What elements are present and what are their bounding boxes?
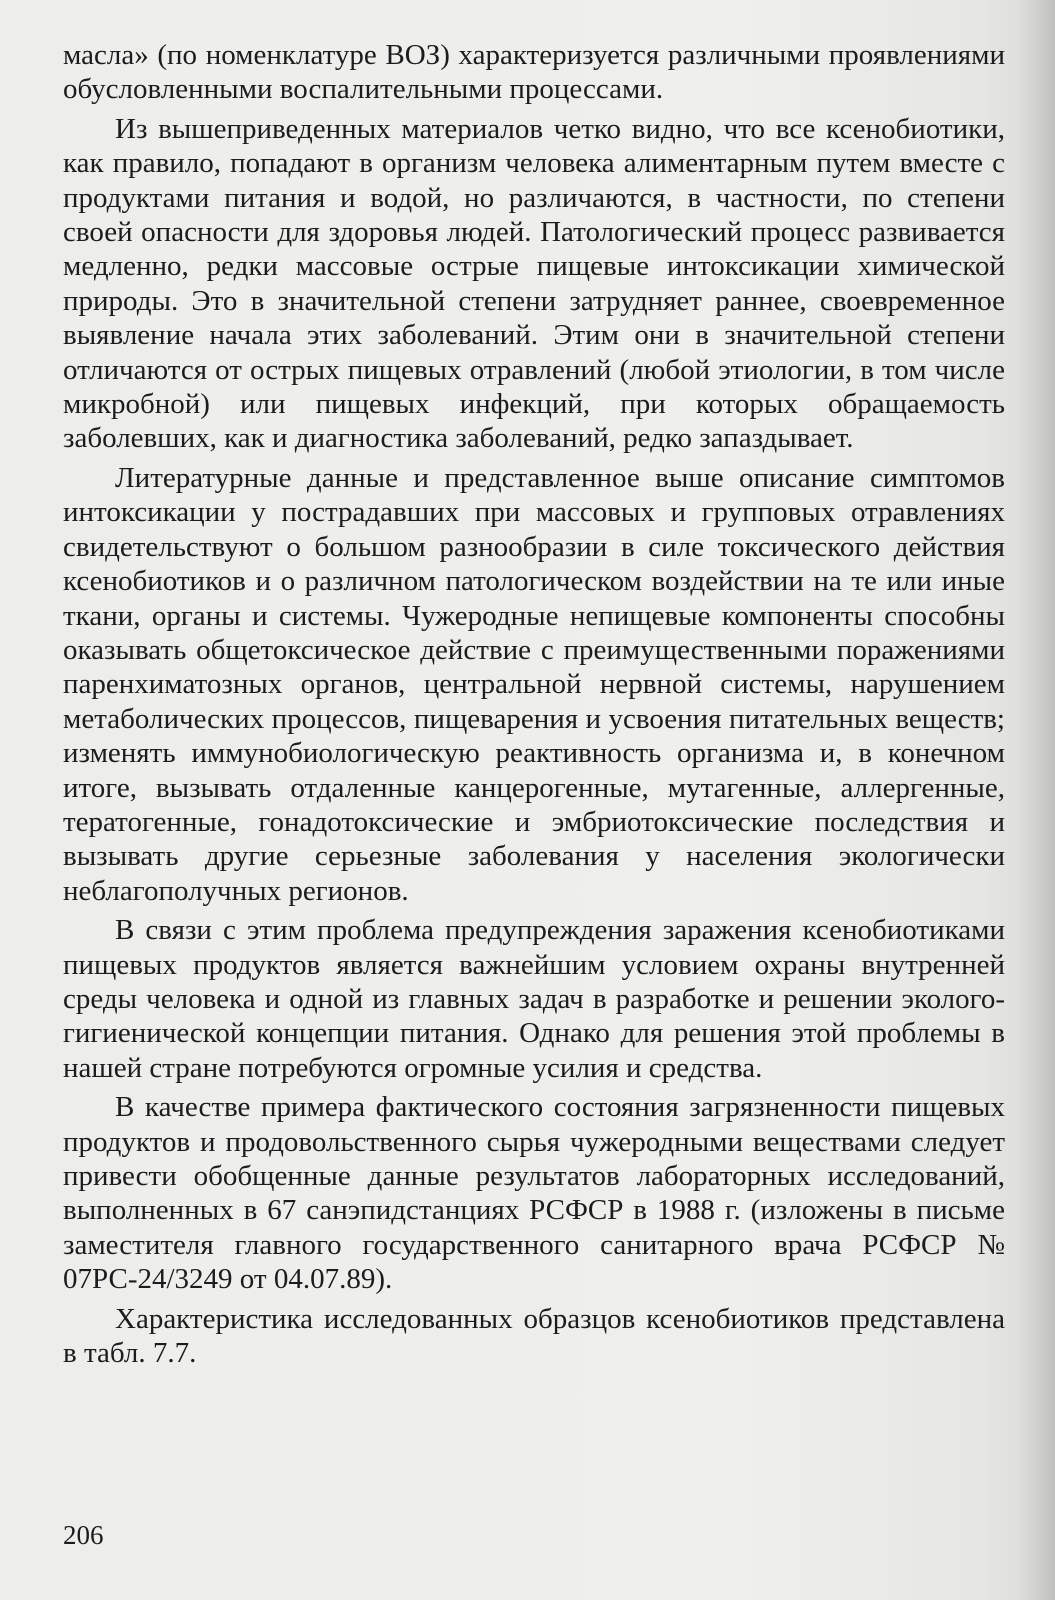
paragraph-2: Из вышеприведенных материалов четко видно, что все ксенобиотики, как правило, попадают в организм человека алиментарным путем вместе с продуктами питания и водой, но различаются, в частности, по степени своей опасности для здоровья людей. Патологический процесс развивается медленно, редки массовые острые пищевые интоксикации химической природы. Это в значительной степени затрудняет раннее, своевременное выявление начала этих заболеваний. Этим они в значительной степени отличаются от острых пищевых отравлений (любой этиологии, в том числе микробной) или пищевых инфекций, при которых обращаемость заболевших, как и диагностика заболеваний, редко запаздывает. xyxy=(63,112,1005,455)
paragraph-5: В качестве примера фактического состояния загрязненности пищевых продуктов и продовольственного сырья чужеродными веществами следует привести обобщенные данные результатов лабораторных исследований, выполненных в 67 санэпидстанциях РСФСР в 1988 г. (изложены в письме заместителя главного государственного санитарного врача РСФСР № 07РС-24/3249 от 04.07.89). xyxy=(63,1091,1005,1296)
paragraph-6: Характеристика исследованных образцов ксенобиотиков представлена в табл. 7.7. xyxy=(63,1302,1005,1370)
body-text xyxy=(63,38,1005,1370)
page-number: 206 xyxy=(63,1520,104,1550)
paragraph-3: Литературные данные и представленное выше описание симптомов интоксикации у пострадавших при массовых и групповых отравлениях свидетельствуют о большом разнообразии в силе токсического действия ксенобиотиков и о различном патологическом воздействии на те или иные ткани, органы и системы. Чужеродные непищевые компоненты способны оказывать общетоксическое действие с преимущественными поражениями паренхиматозных органов, центральной нервной системы, нарушением метаболических процессов, пищеварения и усвоения питательных веществ; изменять иммунобиологическую реактивность организма и, в конечном итоге, вызывать отдаленные канцерогенные, мутагенные, аллергенные, тератогенные, гонадотоксические и эмбриотоксические последствия и вызывать другие серьезные заболевания у населения экологически неблагополучных регионов. xyxy=(63,461,1005,907)
binding-shadow xyxy=(1015,0,1055,1600)
paragraph-4: В связи с этим проблема предупреждения заражения ксенобиотиками пищевых продуктов является важнейшим условием охраны внутренней среды человека и одной из главных задач в разработке и решении эколого-гигиенической концепции питания. Однако для решения этой проблемы в нашей стране потребуются огромные усилия и средства. xyxy=(63,914,1005,1084)
paragraph-1: масла» (по номенклатуре ВОЗ) характеризуется различными проявлениями обусловленными воспалительными процессами. xyxy=(63,39,1005,106)
